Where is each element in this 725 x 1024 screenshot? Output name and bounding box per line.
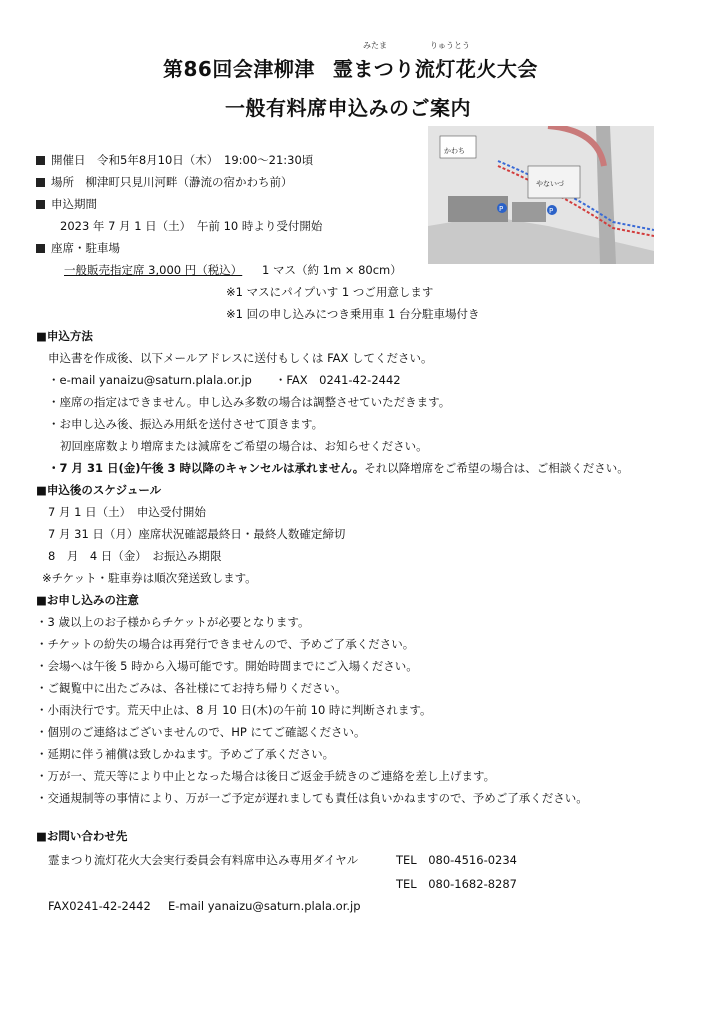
- note-item-3: ・会場へは午後 5 時から入場可能です。開始時間までにご入場ください。: [36, 659, 418, 673]
- method-line-1: 申込書を作成後、以下メールアドレスに送付もしくは FAX してください。: [48, 351, 433, 365]
- note-item-5: ・小雨決行です。荒天中止は、8 月 10 日(木)の午前 10 時に判断されます。: [36, 703, 432, 717]
- page-title: 第86回会津柳津 霊まつり流灯花火大会: [163, 57, 538, 81]
- notes-heading: ■お申し込みの注意: [36, 593, 139, 607]
- info-period-label: 申込期間: [36, 196, 97, 212]
- map-parking-icon-2: P: [549, 207, 554, 215]
- note-item-1: ・3 歳以上のお子様からチケットが必要となります。: [36, 615, 310, 629]
- map-parking-icon: P: [499, 205, 504, 213]
- schedule-item-2: 7 月 31 日（月）座席状況確認最終日・最終人数確定締切: [48, 527, 346, 541]
- schedule-item-4: ※チケット・駐車券は順次発送致します。: [42, 571, 257, 585]
- note-item-7: ・延期に伴う補償は致しかねます。予めご了承ください。: [36, 747, 335, 761]
- info-place: 場所 柳津町只見川河畔（瀞流の宿かわち前）: [36, 174, 293, 190]
- method-line-4: ・お申し込み後、振込み用紙を送付させて頂きます。: [48, 417, 324, 431]
- contact-heading: ■お問い合わせ先: [36, 829, 128, 843]
- seat-price: 一般販売指定席 3,000 円（税込）: [64, 263, 243, 277]
- note-item-6: ・個別のご連絡はございませんので、HP にてご確認ください。: [36, 725, 366, 739]
- method-line-3: ・座席の指定はできません。申し込み多数の場合は調整させていただきます。: [48, 395, 451, 409]
- method-line-2: ・e-mail yanaizu@saturn.plala.or.jp ・FAX 0241-42-2442: [48, 373, 401, 387]
- note-item-9: ・交通規制等の事情により、万が一ご予定が遅れましても責任は負いかねますので、予めご了承ください。: [36, 791, 588, 805]
- seat-note-1: ※1 マスにパイプいす 1 つご用意します: [226, 285, 434, 299]
- contact-email: E-mail yanaizu@saturn.plala.or.jp: [168, 899, 361, 913]
- note-item-8: ・万が一、荒天等により中止となった場合は後日ご返金手続きのご連絡を差し上げます。: [36, 769, 496, 783]
- note-item-2: ・チケットの紛失の場合は再発行できませんので、予めご了承ください。: [36, 637, 415, 651]
- method-line-6: ・7 月 31 日(金)午後 3 時以降のキャンセルは承れません。それ以降増席をご希望の場合は、ご相談ください。: [48, 461, 629, 475]
- method-heading: ■申込方法: [36, 329, 93, 343]
- schedule-heading: ■申込後のスケジュール: [36, 483, 162, 497]
- venue-map-image: [428, 126, 654, 264]
- contact-tel-1: TEL 080-4516-0234: [396, 853, 517, 867]
- note-item-4: ・ご観覧中に出たごみは、各社様にてお持ち帰りください。: [36, 681, 347, 695]
- seat-note-2: ※1 回の申し込みにつき乗用車 1 台分駐車場付き: [226, 307, 480, 321]
- map-label-kawachi: かわち: [444, 147, 465, 155]
- schedule-item-3: 8 月 4 日（金） お振込み期限: [48, 549, 222, 563]
- method-line-5: 初回座席数より増席または減席をご希望の場合は、お知らせください。: [60, 439, 428, 453]
- info-date: 開催日 令和5年8月10日（木） 19:00～21:30頃: [36, 152, 313, 168]
- seat-unit: 1 マス（約 1m × 80cm）: [262, 263, 402, 277]
- page-subtitle: 一般有料席申込みのご案内: [225, 96, 471, 120]
- ruby-mitama: みたま: [363, 41, 387, 50]
- contact-tel-2: TEL 080-1682-8287: [396, 877, 517, 891]
- contact-fax: FAX0241-42-2442: [48, 899, 151, 913]
- map-label-yanaizu: やないづ: [536, 180, 564, 188]
- contact-org: 霊まつり流灯花火大会実行委員会有料席申込み専用ダイヤル: [48, 853, 359, 867]
- ruby-ryuutou: りゅうとう: [430, 41, 470, 50]
- schedule-item-1: 7 月 1 日（土） 申込受付開始: [48, 505, 206, 519]
- info-period-value: 2023 年 7 月 1 日（土） 午前 10 時より受付開始: [60, 219, 323, 233]
- info-seat-label: 座席・駐車場: [36, 240, 120, 256]
